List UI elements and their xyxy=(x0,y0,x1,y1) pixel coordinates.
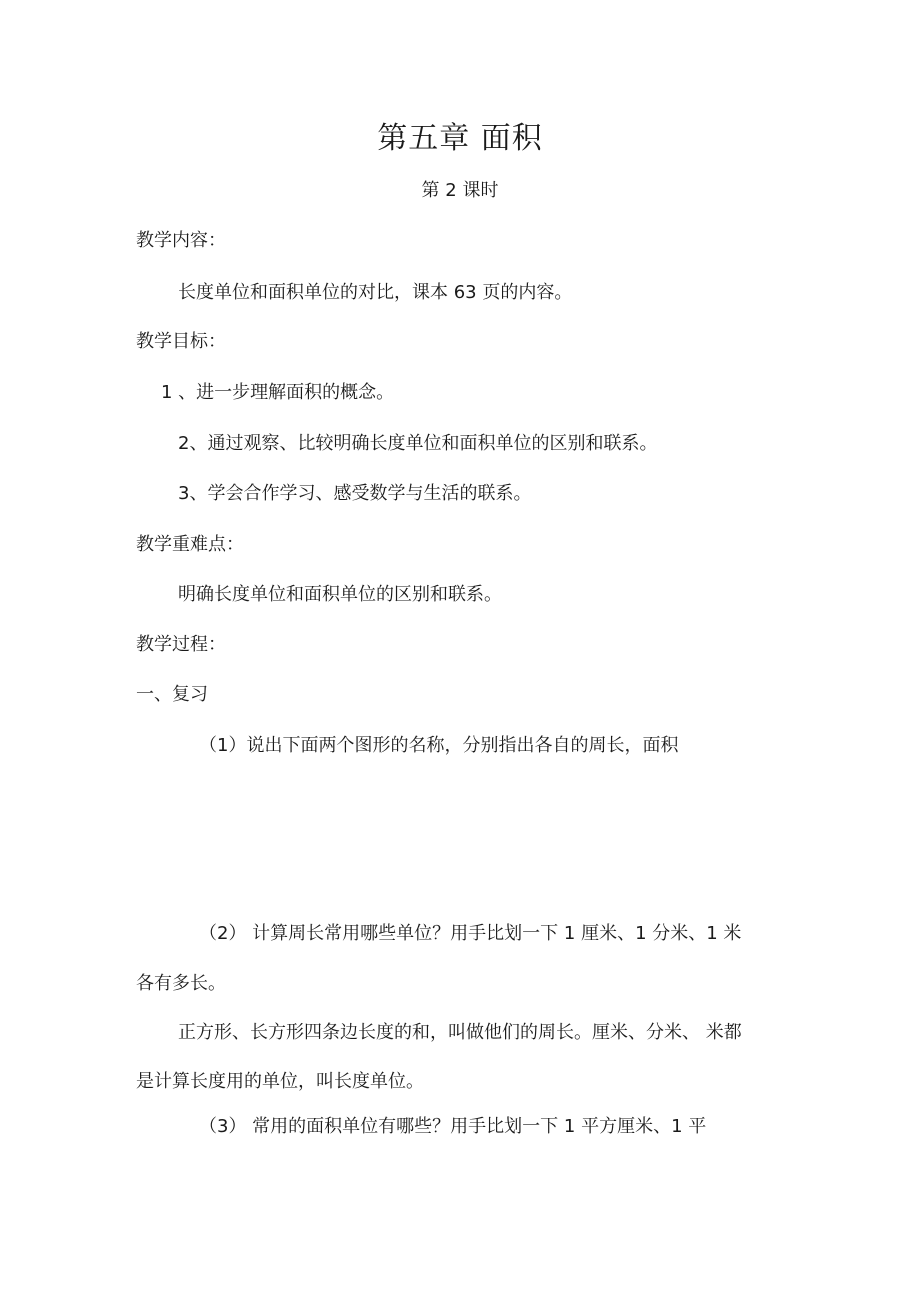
section-heading-goals: 教学目标： xyxy=(136,331,226,352)
perimeter-definition-continued: 是计算长度用的单位，叫长度单位。 xyxy=(136,1071,424,1092)
review-heading: 一、复习 xyxy=(136,684,208,705)
goal-item-1: 1 、进一步理解面积的概念。 xyxy=(161,382,395,403)
review-item-3: （3） 常用的面积单位有哪些？用手比划一下 1 平方厘米、1 平 xyxy=(199,1116,707,1137)
keypoints-text: 明确长度单位和面积单位的区别和联系。 xyxy=(178,584,502,605)
goal-item-3: 3、学会合作学习、感受数学与生活的联系。 xyxy=(178,483,532,504)
goal-item-2: 2、通过观察、比较明确长度单位和面积单位的区别和联系。 xyxy=(178,433,658,454)
perimeter-definition: 正方形、长方形四条边长度的和，叫做他们的周长。厘米、分米、 米都 xyxy=(178,1022,742,1043)
section-heading-process: 教学过程： xyxy=(136,634,226,655)
review-item-2: （2） 计算周长常用哪些单位？用手比划一下 1 厘米、1 分米、1 米 xyxy=(199,923,742,944)
review-item-2-continued: 各有多长。 xyxy=(136,973,226,994)
section-heading-content: 教学内容： xyxy=(136,230,226,251)
content-text: 长度单位和面积单位的对比，课本 63 页的内容。 xyxy=(178,282,573,303)
review-item-1: （1）说出下面两个图形的名称，分别指出各自的周长，面积 xyxy=(199,735,679,756)
chapter-title: 第五章 面积 xyxy=(377,121,543,156)
section-heading-keypoints: 教学重难点： xyxy=(136,534,244,555)
lesson-subtitle: 第 2 课时 xyxy=(421,180,499,201)
